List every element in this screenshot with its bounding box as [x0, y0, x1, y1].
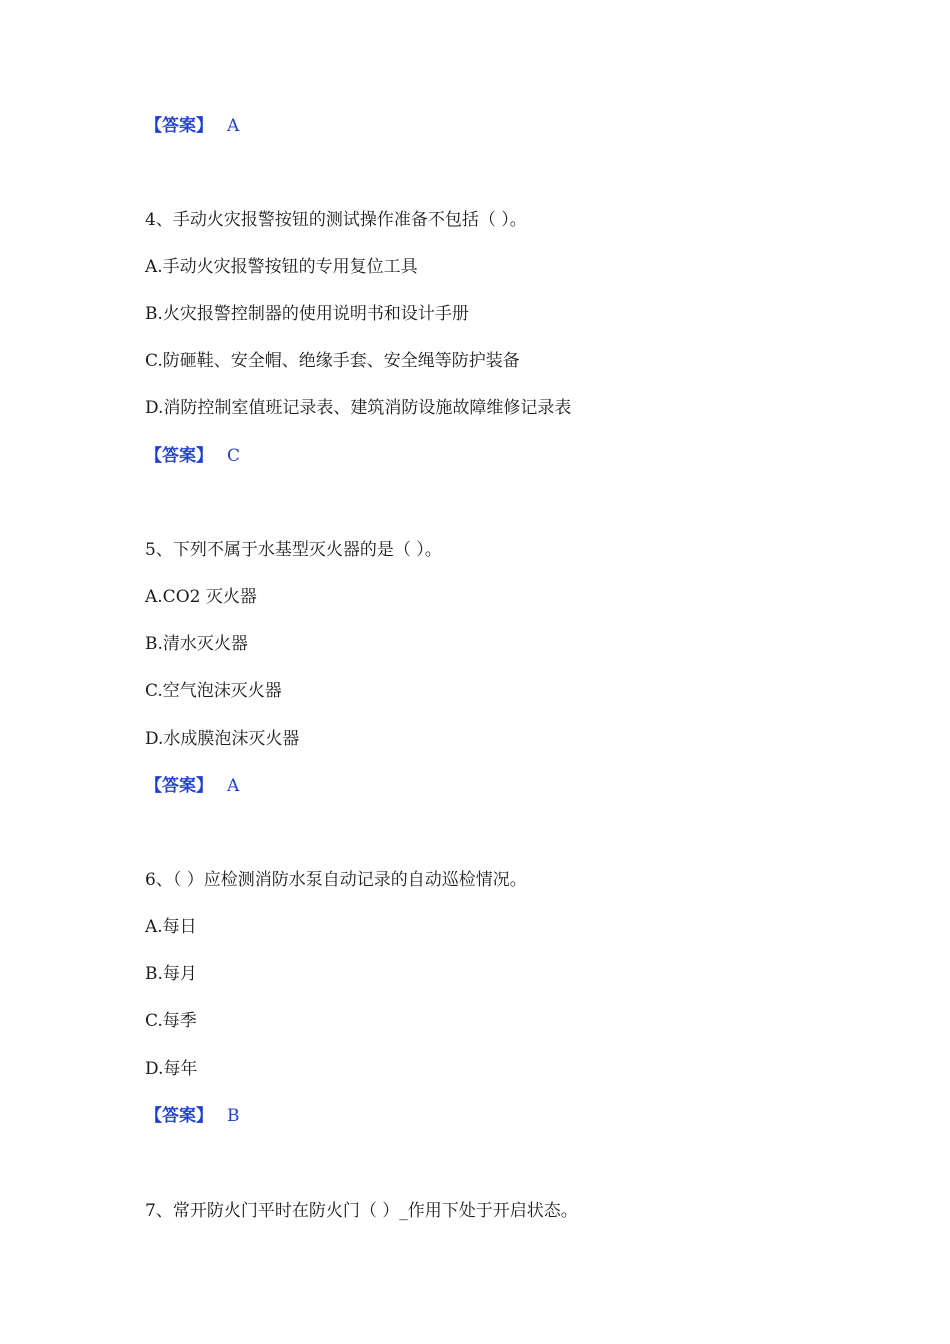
option-a: A.CO2 灭火器	[145, 587, 257, 607]
option-b: B.火灾报警控制器的使用说明书和设计手册	[145, 304, 469, 324]
option-b: B.每月	[145, 964, 197, 984]
question-text: 6、（ ）应检测消防水泵自动记录的自动巡检情况。	[145, 870, 527, 890]
option-a: A.每日	[145, 917, 197, 937]
answer-label: 【答案】	[145, 1106, 213, 1126]
answer-line	[145, 115, 239, 137]
answer-value: A	[227, 776, 240, 796]
answer-line	[145, 1105, 240, 1127]
option-d: D.消防控制室值班记录表、建筑消防设施故障维修记录表	[145, 398, 572, 418]
answer-label: 【答案】	[145, 776, 213, 796]
option-a: A.手动火灾报警按钮的专用复位工具	[145, 257, 418, 277]
option-d: D.水成膜泡沫灭火器	[145, 729, 300, 749]
option-d: D.每年	[145, 1059, 198, 1079]
question-text: 5、下列不属于水基型灭火器的是（ ）。	[145, 540, 442, 560]
option-c: C.防砸鞋、安全帽、绝缘手套、安全绳等防护装备	[145, 351, 520, 371]
answer-value: C	[227, 446, 241, 466]
question-text: 4、手动火灾报警按钮的测试操作准备不包括（ ）。	[145, 210, 527, 230]
answer-line	[145, 775, 239, 797]
question-text: 7、常开防火门平时在防火门（ ）_作用下处于开启状态。	[145, 1201, 578, 1221]
option-b: B.清水灭火器	[145, 634, 248, 654]
answer-label: 【答案】	[145, 116, 213, 136]
option-c: C.每季	[145, 1011, 197, 1031]
answer-line	[145, 445, 240, 467]
answer-label: 【答案】	[145, 446, 213, 466]
answer-value: B	[227, 1106, 240, 1126]
answer-value: A	[227, 116, 240, 136]
option-c: C.空气泡沫灭火器	[145, 681, 282, 701]
